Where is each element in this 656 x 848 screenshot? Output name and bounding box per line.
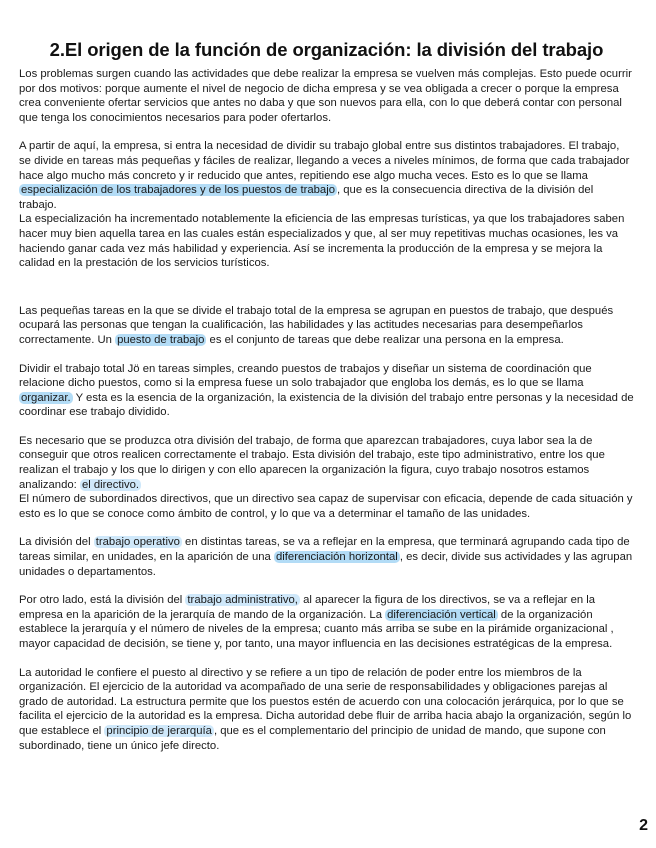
text-segment: A partir de aquí, la empresa, si entra la necesidad de dividir su trabajo global entre sus distintos trabajadores. El trabajo, se divide en tareas más pequeñas y fáciles de realizar, llegando a veces a niveles mínimos, de forma que cada trabajador hace algo mucho más concreto y ir reducido que antes, repitiendo ese algo mucha veces. Esto es lo que se llama — [19, 140, 630, 182]
paragraph-directivo — [19, 434, 634, 492]
highlight-principio-de-jerarquia: principio de jerarquía — [106, 724, 212, 737]
page-number: 2 — [639, 817, 648, 834]
text-segment: Las pequeñas tareas en la que se divide el trabajo total de la empresa se agrupan en puestos de trabajo, que después ocupará las personas que tengan la cualificación, las habilidades y las actitudes necesarias para desempeñarlos correctamente. Un — [19, 304, 614, 346]
paragraph-diferenciacion-horizontal — [19, 535, 634, 579]
text-segment: , que es el complementario del principio de unidad de mando, que supone con subordinado, tiene un único jefe directo. — [19, 724, 606, 752]
text-segment: La autoridad le confiere el puesto al directivo y se refiere a un tipo de relación de poder entre los miembros de la organización. El ejercicio de la autoridad va acompañado de una serie de responsabilidades y obligaciones parejas al grado de autoridad. La estructura permite que los puestos estén de acuerdo con una colocación jerárquica, por lo que se facilita el ejercicio de la autoridad es la empresa. Dicha autoridad debe fluir de arriba hacia abajo la organización, según lo que establece el — [19, 666, 632, 737]
paragraph-especializacion — [19, 139, 634, 212]
text-segment: de la organización establece la jerarquía y el número de niveles de la empresa; cuanto más arriba se sube en la pirámide organizacional , mayor capacidad de decisión, se tiene y, por tanto, una mayor influencia en las decisiones estratégicas de la empresa. — [19, 608, 614, 650]
page-title: 2.El origen de la función de organización: la división del trabajo — [49, 39, 604, 60]
paragraph-eficiencia: La especialización ha incrementado notablemente la eficiencia de las empresas turísticas, ya que los trabajadores saben hacer muy bien aquella tarea en las cuales están especializados y que, al ser muy repetitivas muchas ocasiones, les va haciendo ganar cada vez más habilidad y experiencia. Así se incrementa la producción de la empresa y se mejora la calidad en la prestación de los servicios turísticos. — [19, 213, 625, 270]
highlight-organizar: organizar. — [21, 391, 71, 404]
paragraph-subordinados: El número de subordinados directivos, que un directivo sea capaz de supervisar con eficacia, depende de cada situación y esto es lo que se conoce como ámbito de control, y lo que va a determinar el tamaño de las unidades. — [19, 493, 633, 520]
highlight-diferenciacion-vertical: diferenciación vertical — [387, 608, 496, 621]
highlight-diferenciacion-horizontal: diferenciación horizontal — [275, 551, 398, 564]
paragraph-intro: Los problemas surgen cuando las actividades que debe realizar la empresa se vuelven más complejas. Esto puede ocurrir por dos motivos: porque aumente el nivel de negocio de dicha empresa y se vea obligada a crecer o porque la empresa crea conveniente ofertar servicios que antes no daba y que son nuevos para ella, con lo que deberá contar con personal que tenga los conocimientos necesarios para poder ofertarlos. — [19, 68, 632, 124]
text-segment: Y esta es la esencia de la organización, la existencia de la división del trabajo entre personas y la necesidad de coordinar ese trabajo dividido. — [19, 391, 634, 419]
text-segment: La división del — [19, 536, 91, 549]
highlight-el-directivo: el directivo. — [81, 478, 140, 491]
paragraph-organizar — [19, 362, 634, 420]
highlight-trabajo-administrativo: trabajo administrativo, — [187, 594, 298, 607]
highlight-trabajo-operativo: trabajo operativo — [95, 536, 180, 549]
text-segment: es el conjunto de tareas que debe realizar una persona en la empresa. — [209, 333, 564, 346]
text-segment: en distintas tareas, se va a reflejar en la empresa, que terminará agrupando cada tipo de tareas similar, en unidades, en la aparición de una — [19, 536, 630, 564]
highlight-especializacion: especialización de los trabajadores y de los puestos de trabajo — [21, 184, 335, 197]
paragraph-diferenciacion-vertical — [19, 593, 634, 651]
text-segment: , que es la consecuencia directiva de la división del trabajo. — [19, 184, 594, 211]
text-segment: , es decir, divide sus actividades y las agrupan unidades o departamentos. — [19, 551, 633, 578]
text-segment: al aparecer la figura de los directivos, se va a reflejar en la empresa en la aparición de la jerarquía de mando de la organización. La — [19, 594, 596, 621]
text-segment: Por otro lado, está la división del — [19, 594, 183, 607]
paragraph-puestos — [19, 304, 634, 348]
text-segment: Dividir el trabajo total Jö en tareas simples, creando puestos de trabajos y diseñar un sistema de coordinación que relacione dicho puestos, como si la empresa fuese un solo trabajador que engloba los demás, es lo que se llama — [19, 362, 592, 390]
paragraph-autoridad — [19, 666, 634, 754]
text-segment: Es necesario que se produzca otra división del trabajo, de forma que aparezcan trabajadores, cuya labor sea la de conseguir que otros realicen correctamente el trabajo. Esta división del trabajo, este tipo administrativo, entre los que realizan el trabajo y los que lo dirigen y con ello aparecen la organización la figura, cuyo trabajo nosotros estamos analizando: — [19, 434, 605, 491]
highlight-puesto-de-trabajo: puesto de trabajo — [117, 333, 205, 346]
